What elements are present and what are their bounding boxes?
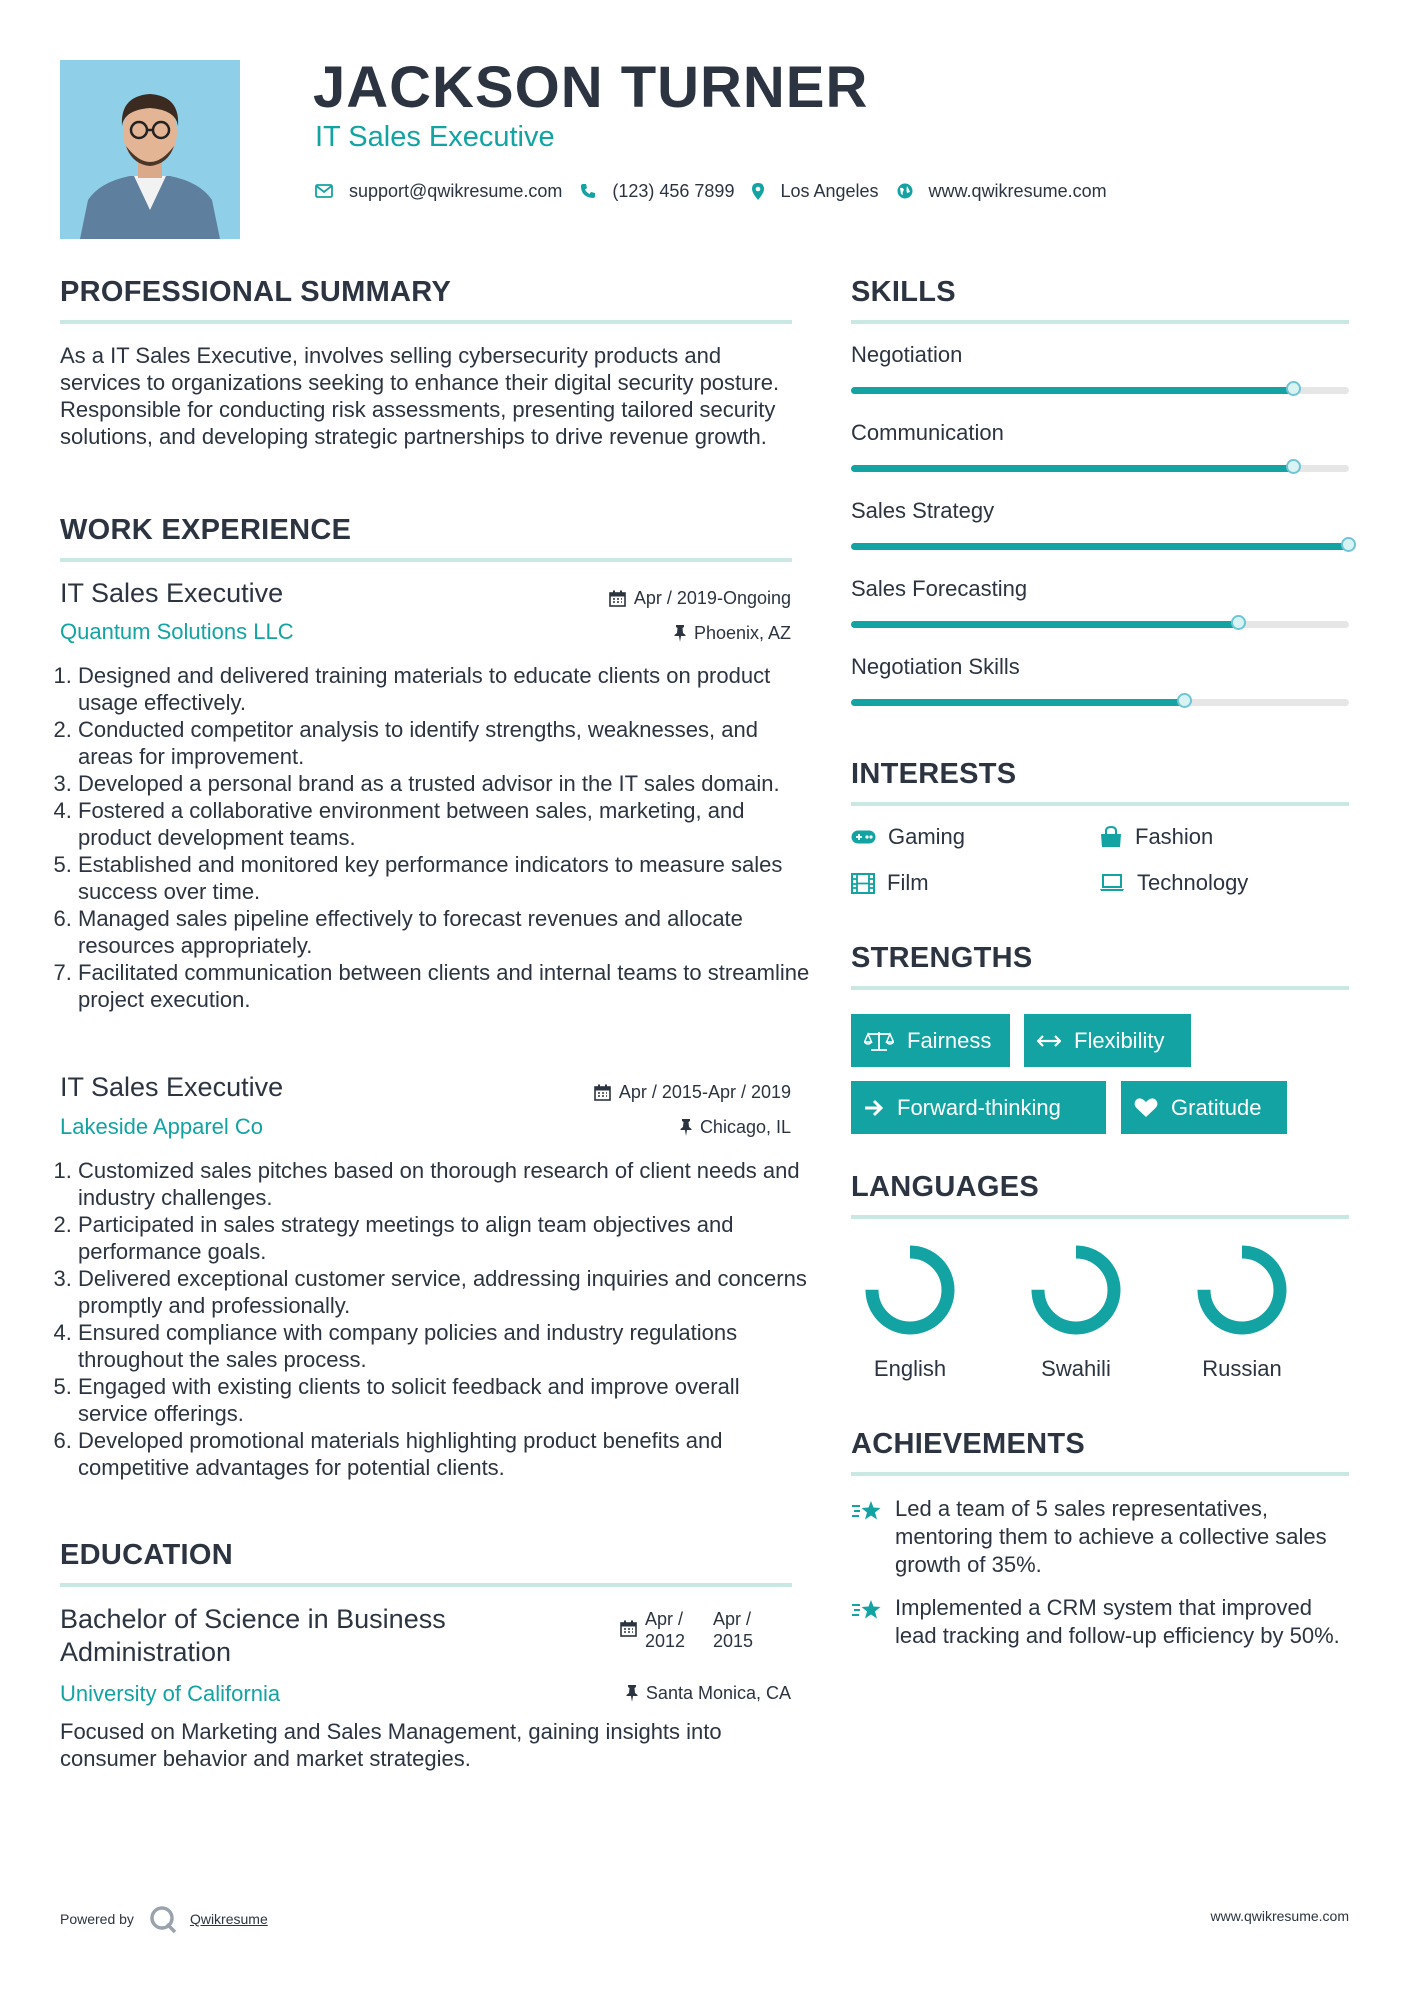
skill-knob (1286, 381, 1301, 396)
list-item: 5. Engaged with existing clients to solicit feedback and improve overall service offerings. (78, 1373, 810, 1427)
shooting-star-icon (851, 1598, 883, 1624)
language-arc (872, 1252, 948, 1328)
pin-icon (626, 1685, 638, 1702)
list-item: 1. Customized sales pitches based on thorough research of client needs and industry challenges. (78, 1157, 810, 1211)
job-dates (594, 1082, 791, 1103)
skill-fill (851, 699, 1185, 706)
summary-heading: PROFESSIONAL SUMMARY (60, 276, 452, 308)
language-item (1011, 1240, 1141, 1382)
strength-label: Fairness (907, 1027, 992, 1053)
achievement-item (851, 1495, 1349, 1579)
experience-divider (60, 558, 792, 562)
list-item: 3. Developed a personal brand as a trusted advisor in the IT sales domain. (78, 770, 810, 797)
job-location-text: Chicago, IL (699, 1117, 791, 1137)
film-icon (851, 873, 875, 894)
summary-divider (60, 320, 792, 324)
job-dates (609, 588, 791, 609)
interests-heading: INTERESTS (851, 758, 1017, 790)
pin-icon (674, 625, 686, 642)
job-location-text: Phoenix, AZ (693, 623, 791, 643)
interest-item (851, 870, 929, 896)
language-ring (1192, 1240, 1292, 1340)
strength-chip (851, 1014, 1010, 1067)
candidate-title: IT Sales Executive (315, 121, 555, 153)
job-title: IT Sales Executive (60, 578, 284, 608)
skill-name: Sales Strategy (851, 498, 995, 523)
skill-item (851, 420, 1349, 498)
website-text: www.qwikresume.com (928, 180, 1107, 201)
education-location-text: Santa Monica, CA (645, 1683, 791, 1703)
interests-divider (851, 802, 1349, 806)
education-description: Focused on Marketing and Sales Management, gaining insights into consumer behavior and market strategies. (60, 1719, 722, 1771)
skill-name: Negotiation (851, 342, 963, 367)
arrows-horizontal-icon (1037, 1035, 1061, 1047)
interest-item (1099, 824, 1213, 850)
skill-fill (851, 543, 1349, 550)
job-dates-text: Apr / 2019-Ongoing (633, 588, 791, 608)
interest-label: Film (887, 870, 929, 895)
gamepad-icon (851, 830, 876, 844)
skill-fill (851, 387, 1294, 394)
skill-item (851, 654, 1349, 732)
language-ring (1026, 1240, 1126, 1340)
phone-text: (123) 456 7899 (612, 180, 735, 201)
envelope-icon (315, 184, 333, 198)
education-start (645, 1608, 705, 1652)
start-month: Apr / (645, 1609, 684, 1629)
calendar-icon (594, 1084, 611, 1101)
end-year: 2015 (713, 1631, 754, 1651)
list-item: 6. Developed promotional materials highlighting product benefits and competitive advantages for potential clients. (78, 1427, 810, 1481)
list-item: 4. Fostered a collaborative environment between sales, marketing, and product development teams. (78, 797, 810, 851)
list-item: 1. Designed and delivered training materials to educate clients on product usage effectively. (78, 662, 810, 716)
degree-title: Bachelor of Science in Business Administration (60, 1604, 446, 1667)
location-text: Los Angeles (780, 180, 879, 201)
achievements-divider (851, 1472, 1349, 1476)
list-item: 7. Facilitated communication between clients and internal teams to streamline project execution. (78, 959, 810, 1013)
education-heading: EDUCATION (60, 1539, 233, 1571)
skill-name: Communication (851, 420, 1004, 445)
strength-chip (1024, 1014, 1191, 1067)
contact-location (752, 181, 878, 202)
skill-bar (851, 543, 1349, 550)
languages-list (845, 1240, 1307, 1382)
candidate-name: JACKSON TURNER (313, 55, 869, 120)
education-dates (620, 1608, 773, 1652)
map-marker-icon (752, 183, 764, 200)
footer-powered (60, 1904, 268, 1934)
calendar-icon (620, 1620, 637, 1637)
achievements-list (851, 1495, 1349, 1650)
language-item (845, 1240, 975, 1382)
skill-item (851, 576, 1349, 654)
interest-item (851, 824, 965, 850)
calendar-icon (609, 590, 626, 607)
powered-by-text: Powered by (60, 1911, 134, 1927)
achievements-heading: ACHIEVEMENTS (851, 1428, 1086, 1460)
balance-scale-icon (864, 1030, 894, 1052)
strength-label: Flexibility (1074, 1027, 1165, 1053)
contact-phone[interactable] (580, 181, 734, 202)
strengths-divider (851, 986, 1349, 990)
language-arc (1038, 1252, 1114, 1328)
job-company: Lakeside Apparel Co (60, 1114, 264, 1139)
contact-bar (315, 178, 1125, 204)
email-text: support@qwikresume.com (349, 180, 563, 201)
list-item: 4. Ensured compliance with company policies and industry regulations throughout the sales process. (78, 1319, 810, 1373)
job-bullets (60, 1157, 810, 1481)
contact-email[interactable] (315, 181, 562, 202)
start-year: 2012 (645, 1631, 686, 1651)
skill-knob (1286, 459, 1301, 474)
job-title: IT Sales Executive (60, 1072, 284, 1102)
education-end (713, 1608, 773, 1652)
phone-icon (580, 183, 596, 199)
skill-item (851, 342, 1349, 420)
strength-chip (1121, 1081, 1287, 1134)
summary-text: As a IT Sales Executive, involves selling cybersecurity products and services to organizations seeking to enhance their digital security posture. Responsible for conducting risk assessments, presenting tailored security solutions, and developing strategic partnerships to drive revenue growth. (60, 343, 780, 449)
languages-divider (851, 1215, 1349, 1219)
strength-label: Gratitude (1171, 1094, 1262, 1120)
skill-bar (851, 621, 1349, 628)
language-item (1177, 1240, 1307, 1382)
education-divider (60, 1583, 792, 1587)
end-month: Apr / (713, 1609, 752, 1629)
footer-website[interactable]: www.qwikresume.com (1210, 1908, 1349, 1924)
list-item: 3. Delivered exceptional customer service, addressing inquiries and concerns promptly and professionally. (78, 1265, 810, 1319)
skill-bar (851, 387, 1349, 394)
shooting-star-icon (851, 1499, 883, 1525)
achievement-item (851, 1594, 1349, 1650)
qwikresume-logo-icon (148, 1904, 178, 1934)
skill-fill (851, 465, 1294, 472)
language-arc (1204, 1252, 1280, 1328)
interest-label: Fashion (1135, 824, 1214, 849)
language-ring (860, 1240, 960, 1340)
list-item: 6. Managed sales pipeline effectively to forecast revenues and allocate resources appropriately. (78, 905, 810, 959)
list-item: 5. Established and monitored key performance indicators to measure sales success over time. (78, 851, 810, 905)
job-company: Quantum Solutions LLC (60, 619, 294, 644)
arrow-right-icon (864, 1099, 884, 1117)
achievement-text: Implemented a CRM system that improved lead tracking and follow-up efficiency by 50%. (895, 1595, 1340, 1648)
school-name: University of California (60, 1681, 281, 1706)
job-bullets (60, 662, 810, 1013)
experience-heading: WORK EXPERIENCE (60, 514, 352, 546)
list-item: 2. Participated in sales strategy meetings to align team objectives and performance goals. (78, 1211, 810, 1265)
contact-website[interactable] (897, 181, 1107, 202)
skill-name: Sales Forecasting (851, 576, 1028, 601)
skill-knob (1177, 693, 1192, 708)
interest-item (1099, 870, 1248, 896)
skill-fill (851, 621, 1239, 628)
skill-bar (851, 699, 1349, 706)
education-location (626, 1683, 791, 1704)
strength-label: Forward-thinking (897, 1094, 1061, 1120)
list-item: 2. Conducted competitor analysis to identify strengths, weaknesses, and areas for improvement. (78, 716, 810, 770)
shopping-bag-icon (1099, 826, 1123, 848)
language-name: English (873, 1356, 947, 1381)
strength-chip (851, 1081, 1106, 1134)
brand-link[interactable]: Qwikresume (189, 1911, 268, 1927)
skill-item (851, 498, 1349, 576)
skills-heading: SKILLS (851, 276, 956, 308)
language-name: Swahili (1041, 1356, 1111, 1381)
job-location (680, 1117, 791, 1138)
heart-icon (1134, 1097, 1158, 1118)
skills-divider (851, 320, 1349, 324)
languages-heading: LANGUAGES (851, 1171, 1039, 1203)
interest-label: Technology (1137, 870, 1249, 895)
strengths-heading: STRENGTHS (851, 942, 1033, 974)
profile-photo (60, 60, 240, 239)
skill-name: Negotiation Skills (851, 654, 1020, 679)
skills-list (851, 342, 1349, 732)
skill-bar (851, 465, 1349, 472)
pin-icon (680, 1119, 692, 1136)
skill-knob (1341, 537, 1356, 552)
laptop-icon (1099, 874, 1125, 892)
globe-icon (897, 183, 913, 199)
job-location (674, 623, 791, 644)
language-name: Russian (1202, 1356, 1282, 1381)
skill-knob (1231, 615, 1246, 630)
achievement-text: Led a team of 5 sales representatives, mentoring them to achieve a collective sales growth of 35%. (895, 1496, 1327, 1577)
interest-label: Gaming (888, 824, 966, 849)
job-dates-text: Apr / 2015-Apr / 2019 (618, 1082, 791, 1102)
